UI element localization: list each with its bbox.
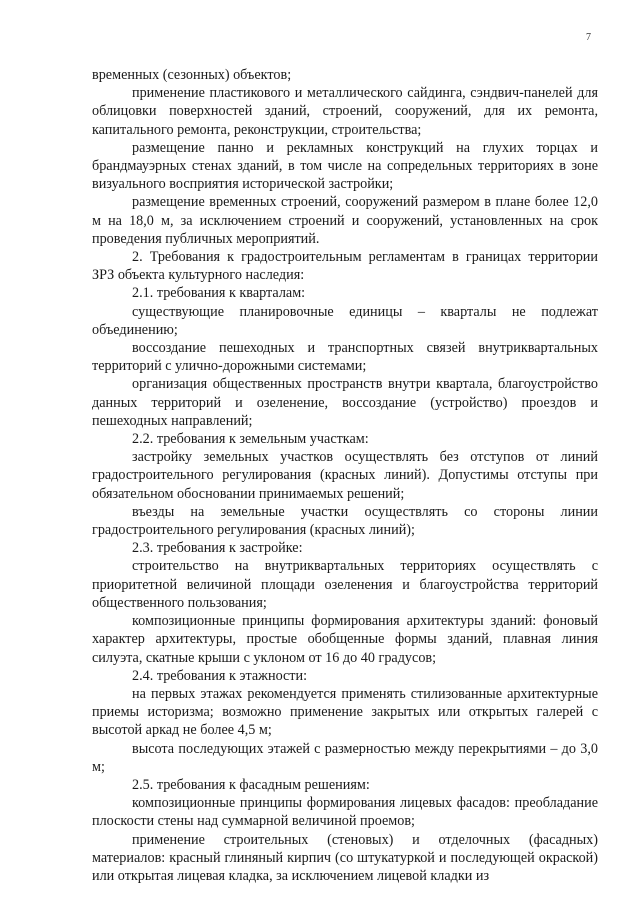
paragraph: временных (сезонных) объектов;: [92, 67, 292, 83]
paragraph: размещение временных строений, сооружений размером в плане более 12,0 м на 18,0 м, за исключением строений и сооружений, установленных на срок проведения публичных мероприятий.: [92, 194, 598, 247]
paragraph: застройку земельных участков осуществлять без отступов от линий градостроительного регулирования (красных линий). Допустимы отступы при обязательном обосновании принимаемых решений;: [92, 449, 598, 502]
subsection-heading: 2.2. требования к земельным участкам:: [132, 431, 369, 448]
paragraph: композиционные принципы формирования лицевых фасадов: преобладание плоскости стены над суммарной величиной проемов;: [92, 795, 598, 830]
paragraph: высота последующих этажей с размерностью между перекрытиями – до 3,0 м;: [92, 740, 598, 775]
section-heading: 2. Требования к градостроительным регламентам в границах территории ЗРЗ объекта культурного наследия:: [92, 249, 598, 284]
paragraph: размещение панно и рекламных конструкций на глухих торцах и брандмауэрных стенах зданий, в том числе на сопредельных территориях в зоне визуального восприятия исторической застройки;: [92, 139, 598, 193]
subsection-heading: 2.3. требования к застройке:: [132, 540, 303, 557]
subsection-heading: 2.1. требования к кварталам:: [132, 285, 306, 302]
page-number: 7: [586, 32, 591, 43]
paragraph: применение пластикового и металлического сайдинга, сэндвич-панелей для облицовки поверхностей зданий, строений, сооружений, для их ремонта, капитального ремонта, реконструкции, строительства;: [92, 85, 598, 138]
paragraph: применение строительных (стеновых) и отделочных (фасадных) материалов: красный глиняный кирпич (со штукатуркой и последующей окраской) или открытая лицевая кладка, за исключением лицевой кладки из: [92, 831, 598, 884]
paragraph: композиционные принципы формирования архитектуры зданий: фоновый характер архитектуры, простые обобщенные формы зданий, плавная линия силуэта, скатные крыши с уклоном от 16 до 40 градусов;: [92, 613, 598, 666]
paragraph: на первых этажах рекомендуется применять стилизованные архитектурные приемы историзма; возможно применение закрытых или открытых галерей с высотой аркад не более 4,5 м;: [92, 685, 598, 739]
paragraph: строительство на внутриквартальных территориях осуществлять с приоритетной величиной площади озеленения и благоустройства территорий общественного пользования;: [92, 558, 598, 611]
paragraph: воссоздание пешеходных и транспортных связей внутриквартальных территорий с улично-дорожными системами;: [92, 340, 598, 375]
subsection-heading: 2.5. требования к фасадным решениям:: [132, 776, 370, 793]
paragraph: существующие планировочные единицы – кварталы не подлежат объединению;: [92, 303, 598, 338]
paragraph: въезды на земельные участки осуществлять со стороны линии градостроительного регулирования (красных линий);: [92, 503, 598, 539]
paragraph: организация общественных пространств внутри квартала, благоустройство данных территорий и озеленение, воссоздание (устройство) проездов и пешеходных направлений;: [92, 376, 598, 429]
document-body: [92, 66, 598, 885]
subsection-heading: 2.4. требования к этажности:: [132, 667, 308, 684]
